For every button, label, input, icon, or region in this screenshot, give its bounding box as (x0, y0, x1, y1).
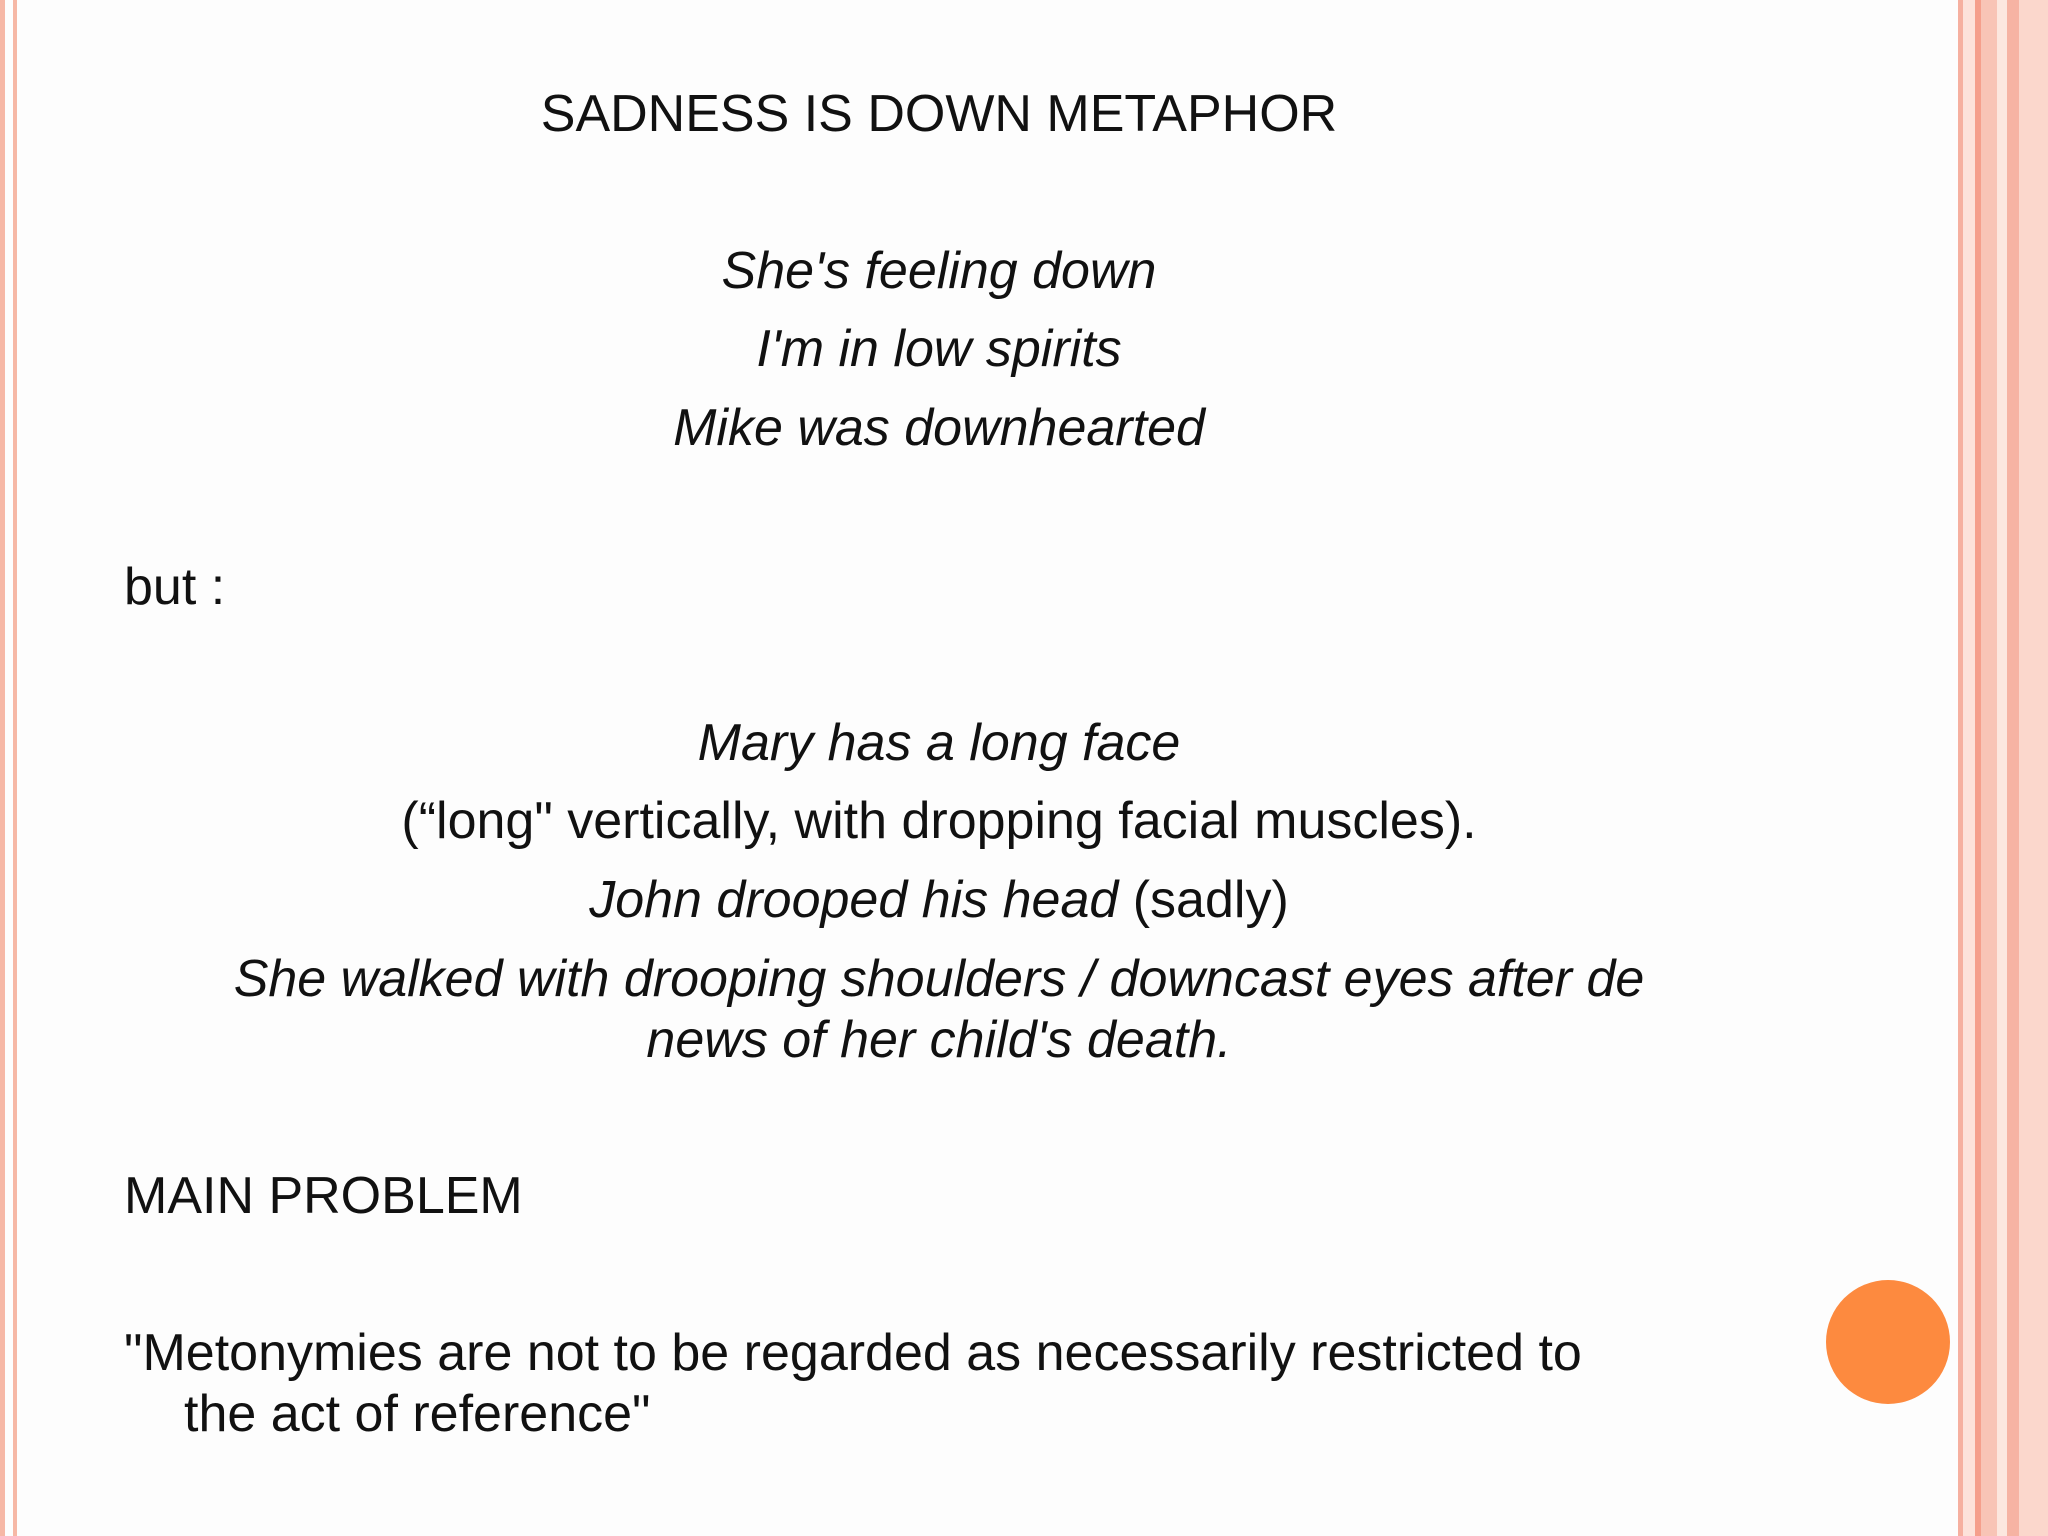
example-sentence: She walked with drooping shoulders / downcast eyes after de (233, 950, 1645, 1008)
decorative-orange-circle (1826, 1280, 1950, 1404)
example-sentence-with-note (0, 869, 1878, 931)
example-sentence: news of her child's death. (646, 1011, 1232, 1069)
example-sentence: I'm in low spirits (756, 320, 1122, 378)
quote-line: "Metonymies are not to be regarded as necessarily restricted to (124, 1324, 1582, 1382)
example-sentence: She's feeling down (721, 242, 1157, 300)
example-sentence: Mary has a long face (697, 714, 1181, 772)
example-sentence: John drooped his head (589, 871, 1119, 929)
right-decor-stripe (1963, 0, 1975, 1536)
right-decor-stripe (1997, 0, 2007, 1536)
slide-title: SADNESS IS DOWN METAPHOR (540, 85, 1338, 143)
right-decor-stripe (2019, 0, 2048, 1536)
quote-line: the act of reference" (184, 1385, 651, 1443)
but-label: but : (124, 558, 226, 616)
example-note: (“long" vertically, with dropping facial muscles). (401, 792, 1477, 850)
example-sentence: Mike was downhearted (673, 399, 1205, 457)
right-decor-stripe (1981, 0, 1997, 1536)
right-decor-stripe (2007, 0, 2019, 1536)
main-problem-heading: MAIN PROBLEM (124, 1167, 523, 1225)
example-note: (sadly) (1118, 871, 1289, 929)
